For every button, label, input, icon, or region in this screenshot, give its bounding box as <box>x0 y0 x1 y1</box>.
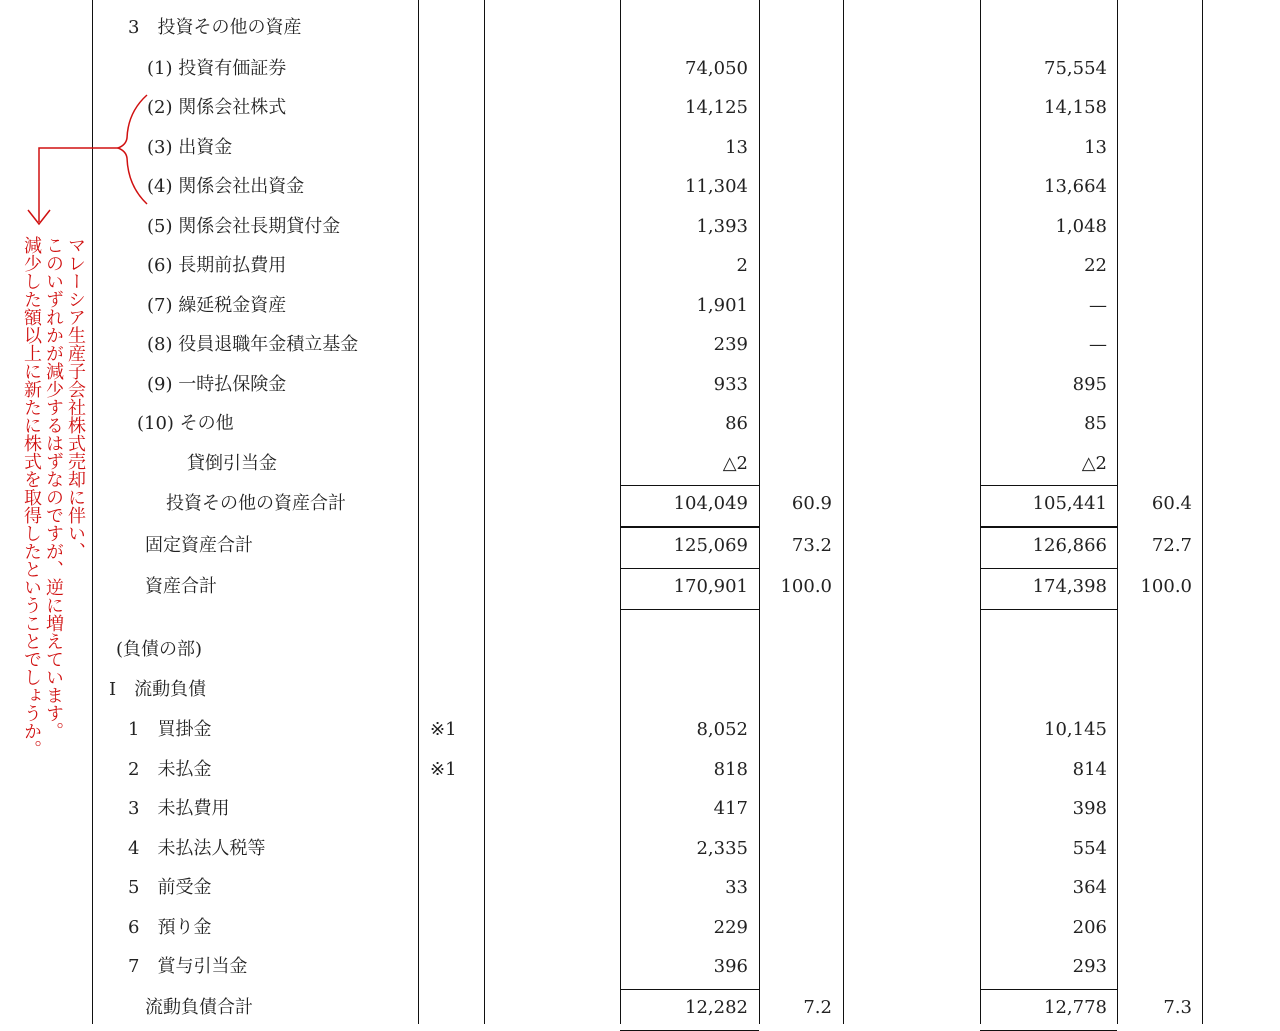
current-amount: 239 <box>713 334 748 355</box>
brace-curve <box>118 95 147 204</box>
row-label: (4) 関係会社出資金 <box>147 176 305 197</box>
prior-amount: 75,554 <box>1044 58 1107 79</box>
current-amount: 229 <box>713 917 748 938</box>
current-ratio: 7.2 <box>803 997 832 1018</box>
row-note: ※1 <box>430 759 457 780</box>
row-label: 6 預り金 <box>128 917 212 938</box>
prior-amount: 293 <box>1072 956 1107 977</box>
current-amount: 1,393 <box>696 216 748 237</box>
row-label: (10) その他 <box>137 413 234 434</box>
current-amount: △2 <box>722 453 748 474</box>
current-ratio: 60.9 <box>791 493 832 514</box>
current-amount: 33 <box>725 877 748 898</box>
current-ratio: 73.2 <box>791 535 832 556</box>
row-label: 固定資産合計 <box>145 535 253 556</box>
prior-amount: 22 <box>1084 255 1107 276</box>
row-label: (負債の部) <box>116 639 203 660</box>
prior-ratio: 100.0 <box>1140 576 1192 597</box>
current-amount: 396 <box>713 956 748 977</box>
current-amount: 74,050 <box>685 58 748 79</box>
current-amount: 11,304 <box>685 176 748 197</box>
row-label: 7 賞与引当金 <box>128 956 248 977</box>
current-amount: 1,901 <box>696 295 748 316</box>
prior-amount: 126,866 <box>1032 535 1107 556</box>
row-label: 流動負債合計 <box>145 997 253 1018</box>
row-label: (2) 関係会社株式 <box>147 97 287 118</box>
prior-amount: — <box>1089 295 1107 316</box>
prior-ratio: 72.7 <box>1151 535 1192 556</box>
prior-amount: — <box>1089 334 1107 355</box>
row-note: ※1 <box>430 719 457 740</box>
prior-amount: 105,441 <box>1032 493 1107 514</box>
row-label: 3 未払費用 <box>128 798 230 819</box>
row-label: 3 投資その他の資産 <box>128 17 302 38</box>
current-amount: 818 <box>713 759 748 780</box>
current-amount: 86 <box>725 413 748 434</box>
prior-amount: 85 <box>1084 413 1107 434</box>
row-label: (9) 一時払保険金 <box>147 374 287 395</box>
current-amount: 12,282 <box>685 997 748 1018</box>
prior-amount: 554 <box>1072 838 1107 859</box>
prior-amount: 895 <box>1072 374 1107 395</box>
row-label: 貸倒引当金 <box>187 453 277 474</box>
annotation-line-2: このいずれかが減少するはずなのですが、逆に増えています。 <box>43 236 64 740</box>
current-amount: 104,049 <box>673 493 748 514</box>
prior-amount: 364 <box>1072 877 1107 898</box>
prior-amount: 12,778 <box>1044 997 1107 1018</box>
prior-amount: 814 <box>1072 759 1107 780</box>
current-amount: 417 <box>713 798 748 819</box>
prior-amount: 13,664 <box>1044 176 1107 197</box>
row-label: 1 買掛金 <box>128 719 212 740</box>
row-label: 2 未払金 <box>128 759 212 780</box>
current-amount: 2,335 <box>696 838 748 859</box>
row-label: (1) 投資有価証券 <box>147 58 287 79</box>
row-label: (8) 役員退職年金積立基金 <box>147 334 359 355</box>
row-label: 5 前受金 <box>128 877 212 898</box>
prior-amount: 1,048 <box>1055 216 1107 237</box>
row-label: (7) 繰延税金資産 <box>147 295 287 316</box>
current-ratio: 100.0 <box>780 576 832 597</box>
arrow-line <box>39 148 118 222</box>
prior-amount: 206 <box>1072 917 1107 938</box>
annotation-line-3: 減少した額以上に新たに株式を取得したということでしょうか。 <box>21 236 42 758</box>
current-amount: 8,052 <box>696 719 748 740</box>
annotation-line-1: マレーシア生産子会社株式売却に伴い、 <box>65 236 86 560</box>
current-amount: 170,901 <box>673 576 748 597</box>
current-amount: 2 <box>736 255 748 276</box>
row-label: 4 未払法人税等 <box>128 838 266 859</box>
current-amount: 14,125 <box>685 97 748 118</box>
prior-amount: 174,398 <box>1032 576 1107 597</box>
prior-amount: △2 <box>1081 453 1107 474</box>
current-amount: 933 <box>713 374 748 395</box>
prior-amount: 13 <box>1084 137 1107 158</box>
row-label: Ⅰ 流動負債 <box>109 679 207 700</box>
row-label: (3) 出資金 <box>147 137 233 158</box>
row-label: (5) 関係会社長期貸付金 <box>147 216 341 237</box>
current-amount: 13 <box>725 137 748 158</box>
row-label: (6) 長期前払費用 <box>147 255 287 276</box>
row-label: 投資その他の資産合計 <box>166 493 346 514</box>
row-label: 資産合計 <box>145 576 217 597</box>
prior-amount: 398 <box>1072 798 1107 819</box>
prior-amount: 14,158 <box>1044 97 1107 118</box>
prior-ratio: 60.4 <box>1151 493 1192 514</box>
current-amount: 125,069 <box>673 535 748 556</box>
prior-ratio: 7.3 <box>1163 997 1192 1018</box>
prior-amount: 10,145 <box>1044 719 1107 740</box>
